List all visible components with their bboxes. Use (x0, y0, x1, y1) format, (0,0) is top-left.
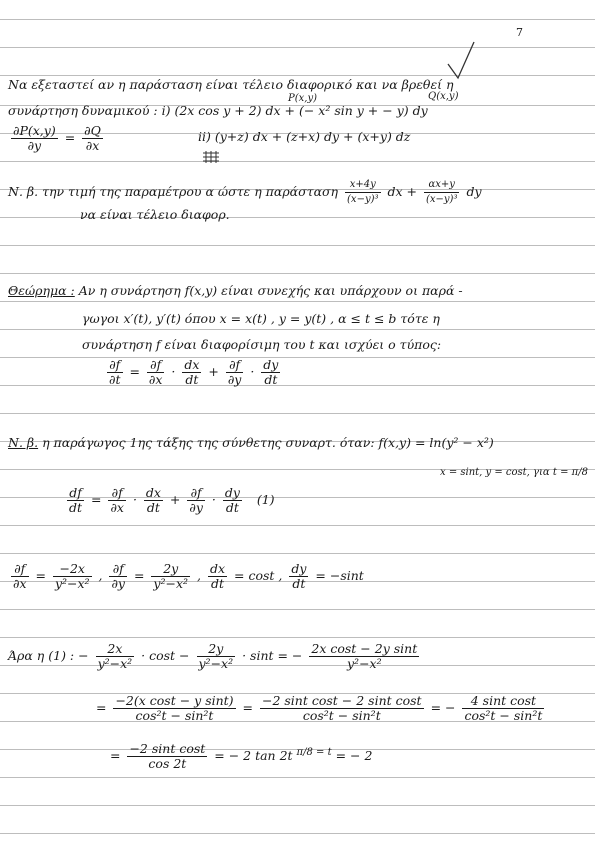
annotation-p: P(x,y) (288, 93, 317, 104)
theorem-line1: Θεώρημα : Αν η συνάρτηση f(x,y) είναι συνεχής και υπάρχουν οι παρά - (8, 283, 463, 298)
chain-rule-formula: $\frac{\partial f}{\partial t}$ = $\frac{\partial f}{\partial x}$ · $\frac{dx}{dt}$ + $\frac{\partial f}{\partial y}$ · $\frac{dy}{dt}$ (109, 357, 279, 387)
nb2-line1: Ν. β. η παράγωγος 1ης τάξης της σύνθετης συναρτ. όταν: f(x,y) = ln(y² − x²) (8, 435, 494, 450)
solution-line2: = $\frac{\text{−2(x cost − y sint)}}{\text{cos²t − sin²t}}$ = $\frac{\text{−2 sint cost − 2 sint cost}}{\text{cos²t − sin²t}}$ = − $\frac{\text{4 sint cost}}{\text{cos²t − sin²t}}$ (96, 693, 543, 723)
nb1-line2: να είναι τέλειο διαφορ. (80, 207, 230, 222)
check-mark-icon (446, 40, 476, 80)
page-number: 7 (516, 26, 523, 39)
exercise1-part-ii: ii) (y+z) dx + (z+x) dy + (x+y) dz (198, 129, 411, 144)
exact-condition: $\frac{\partial P(x,y)}{\partial y}$ = $\frac{\partial Q}{\partial x}$ (13, 123, 101, 153)
exercise1-line2: συνάρτηση δυναμικού : i) (2x cos y + 2) dx + (− x² sin y + − y) dy (8, 103, 428, 118)
nb2-condition: x = sint, y = cost, για t = π/8 (440, 467, 588, 478)
partial-derivatives: $\frac{\partial f}{\partial x}$ = $\frac{-2x}{\text{y²−x²}}$ , $\frac{\partial f}{\partial y}$ = $\frac{2y}{\text{y²−x²}}$ , $\frac{dx}{dt}$ = cost , $\frac{dy}{dt}$ = −sint (13, 561, 364, 591)
solution-line3: = $\frac{\text{−2 sint cost}}{\cos 2t}$ = − 2 tan 2t $^{\pi/8 = t}$ = − 2 (110, 741, 373, 771)
exercise1-line1: Να εξεταστεί αν η παράσταση είναι τέλειο διαφορικό και να βρεθεί η (8, 77, 454, 92)
annotation-q: Q(x,y) (428, 91, 459, 102)
solution-line1: Άρα η (1) : − $\frac{2x}{\text{y²−x²}}$ · cost − $\frac{2y}{\text{y²−x²}}$ · sint = − $\frac{\text{2x cost − 2y sint}}{\text{y²−x²}}$ (8, 641, 418, 671)
composite-derivative-eq: $\frac{df}{dt}$ = $\frac{\partial f}{\partial x}$ · $\frac{dx}{dt}$ + $\frac{\partial f}{\partial y}$ · $\frac{dy}{dt}$ (1) (69, 485, 275, 515)
theorem-line2: γωγοι x′(t), y′(t) όπου x = x(t) , y = y(t) , α ≤ t ≤ b τότε η (82, 311, 440, 326)
nb1-line1: Ν. β. την τιμή της παραμέτρου α ώστε η παράσταση $\frac{x+4y}{\text{(x−y)³}}$ dx + $\frac{\alpha x+y}{\text{(x−y)³}}$ dy (8, 179, 482, 205)
scribble-mark-icon (202, 150, 220, 164)
theorem-line3: συνάρτηση f είναι διαφορίσιμη του t και ισχύει ο τύπος: (82, 337, 442, 352)
